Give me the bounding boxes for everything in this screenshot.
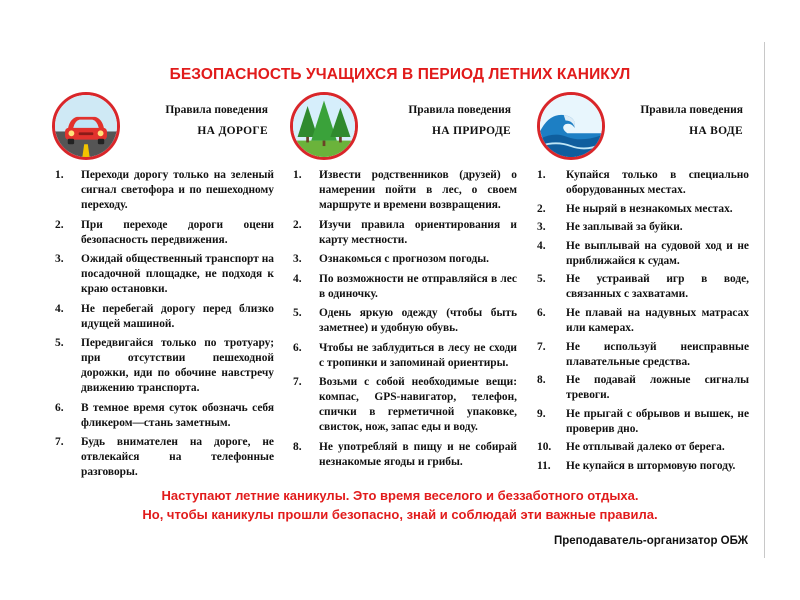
list-item: [537, 220, 749, 235]
list-item: [52, 302, 274, 332]
list-item: [52, 435, 274, 480]
list-item: [537, 440, 749, 455]
item-number: 8.: [537, 374, 546, 387]
list-item: [537, 459, 749, 474]
heading-top: Правила поведения: [408, 104, 511, 116]
wave-icon: [537, 92, 605, 160]
item-number: 1.: [55, 169, 64, 181]
column-nature: [290, 92, 517, 474]
item-number: 4.: [293, 272, 302, 285]
item-text: Не употребляй в пищу и не собирай незнакомые ягоды и грибы.: [319, 440, 517, 468]
item-text: Переходи дорогу только на зеленый сигнал светофора и по пешеходному переходу.: [81, 169, 274, 211]
list-item: [52, 401, 274, 431]
item-number: 7.: [537, 340, 546, 353]
item-number: 5.: [55, 337, 64, 349]
list-item: [537, 306, 749, 336]
item-text: Будь внимателен на дороге, не отвлекайся на телефонные разговоры.: [81, 436, 274, 478]
list-item: [52, 218, 274, 248]
list-item: [290, 341, 517, 371]
rules-list: [537, 168, 749, 474]
page-edge-rule: [764, 42, 765, 558]
item-number: 2.: [537, 202, 546, 215]
item-text: Не подавай ложные сигналы тревоги.: [566, 374, 749, 402]
heading-bottom: НА ПРИРОДЕ: [432, 125, 511, 137]
item-text: Не плавай на надувных матрасах или камерах.: [566, 306, 749, 334]
column-water: [537, 92, 749, 478]
item-number: 10.: [537, 441, 552, 454]
item-number: 5.: [293, 307, 302, 319]
item-text: Не устраивай игр в воде, связанных с захватами.: [566, 273, 749, 301]
car-icon: [52, 92, 120, 160]
item-text: Ознакомься с прогнозом погоды.: [319, 253, 489, 265]
list-item: [537, 373, 749, 403]
item-text: Не купайся в штормовую погоду.: [566, 459, 736, 472]
list-item: [290, 218, 517, 248]
poster-title: БЕЗОПАСНОСТЬ УЧАЩИХСЯ В ПЕРИОД ЛЕТНИХ КАНИКУЛ: [169, 66, 631, 83]
item-number: 4.: [55, 302, 64, 315]
list-item: [290, 440, 517, 470]
item-number: 1.: [537, 169, 546, 181]
item-number: 11.: [537, 459, 551, 472]
list-item: [537, 407, 749, 437]
item-number: 4.: [537, 239, 546, 252]
rules-list: [52, 168, 274, 480]
heading-top: Правила поведения: [640, 104, 743, 116]
item-text: В темное время суток обозначь себя фликером—стань заметным.: [81, 401, 274, 429]
list-item: [537, 168, 749, 198]
item-text: Передвигайся только по тротуару; при отсутствии пешеходной дорожки, иди по обочине навстречу движению транспорта.: [81, 337, 274, 394]
list-item: [52, 336, 274, 396]
heading-bottom: НА ВОДЕ: [689, 125, 743, 137]
item-text: Не выплывай на судовой ход и не приближайся к судам.: [566, 239, 749, 267]
item-number: 9.: [537, 407, 546, 420]
forest-icon: [290, 92, 358, 160]
item-text: Не прыгай с обрывов и вышек, не проверив дно.: [566, 407, 749, 435]
item-number: 6.: [293, 341, 302, 354]
list-item: [537, 202, 749, 217]
list-item: [290, 272, 517, 302]
item-text: Изучи правила ориентирования и карту местности.: [319, 218, 517, 246]
item-number: 2.: [293, 218, 302, 231]
list-item: [52, 252, 274, 297]
item-text: Возьми с собой необходимые вещи: компас, GPS-навигатор, телефон, спички в герметичной упаковке, свисток, нож, запас еды и воду.: [319, 376, 517, 433]
list-item: [290, 375, 517, 435]
heading-top: Правила поведения: [165, 104, 268, 116]
item-text: Не перебегай дорогу перед близко идущей машиной.: [81, 302, 274, 330]
item-text: Ожидай общественный транспорт на посадочной площадке, не подходя к краю остановки.: [81, 253, 274, 295]
column-road: [52, 92, 274, 485]
item-number: 2.: [55, 218, 64, 231]
list-item: [52, 168, 274, 213]
item-text: По возможности не отправляйся в лес в одиночку.: [319, 272, 517, 300]
item-number: 1.: [293, 169, 302, 181]
item-text: Одень яркую одежду (чтобы быть заметнее) и удобную обувь.: [319, 307, 517, 334]
item-text: Чтобы не заблудиться в лесу не сходи с тропинки и запоминай ориентиры.: [319, 341, 517, 369]
list-item: [537, 272, 749, 302]
author-signature: Преподаватель-организатор ОБЖ: [553, 535, 748, 547]
item-number: 7.: [293, 376, 302, 388]
item-number: 3.: [293, 253, 302, 265]
list-item: [290, 168, 517, 213]
list-item: [537, 239, 749, 269]
item-number: 7.: [55, 436, 64, 448]
column-heading: [290, 92, 517, 168]
item-number: 3.: [55, 253, 64, 265]
item-number: 5.: [537, 273, 546, 286]
rules-list: [290, 168, 517, 470]
item-text: Извести родственников (друзей) о намерении пойти в лес, о своем маршруте и времени возвращения.: [319, 169, 517, 211]
item-text: При переходе дороги оцени безопасность передвижения.: [81, 218, 274, 246]
item-number: 6.: [537, 306, 546, 319]
footer-line-1: Наступают летние каникулы. Это время веселого и беззаботного отдыха.: [161, 488, 639, 503]
footer-line-2: Но, чтобы каникулы прошли безопасно, знай и соблюдай эти важные правила.: [142, 507, 658, 522]
column-heading: [52, 92, 274, 168]
item-text: Не заплывай за буйки.: [566, 221, 683, 234]
list-item: [290, 252, 517, 267]
column-heading: [537, 92, 749, 168]
item-number: 3.: [537, 221, 546, 234]
list-item: [537, 340, 749, 370]
item-number: 8.: [293, 440, 302, 453]
item-text: Не отплывай далеко от берега.: [566, 441, 725, 454]
item-number: 6.: [55, 401, 64, 414]
heading-bottom: НА ДОРОГЕ: [197, 125, 268, 137]
item-text: Купайся только в специально оборудованных местах.: [566, 169, 749, 196]
item-text: Не используй неисправные плавательные средства.: [566, 340, 749, 368]
list-item: [290, 306, 517, 336]
item-text: Не ныряй в незнакомых местах.: [566, 202, 733, 215]
